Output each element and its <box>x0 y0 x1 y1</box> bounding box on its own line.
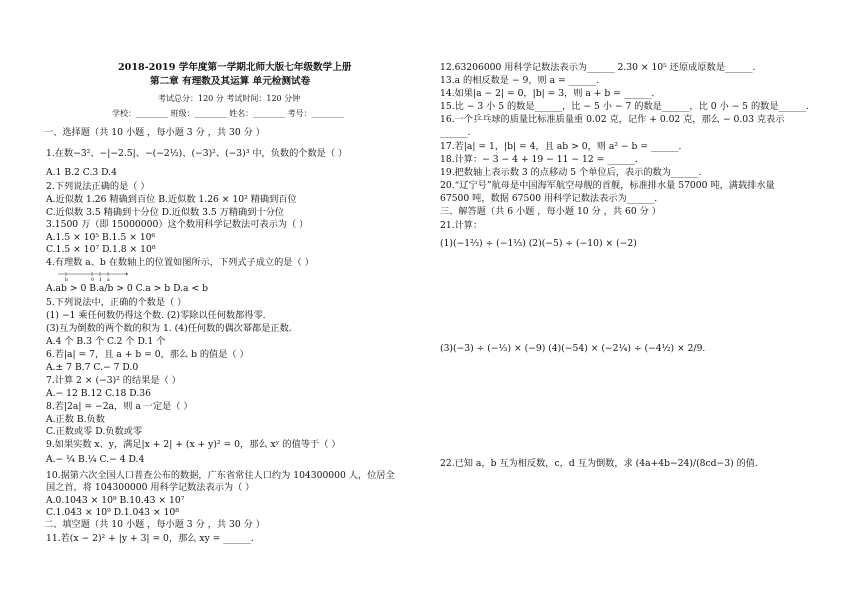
axis-label-a: a <box>107 278 110 281</box>
question-text: 20.“辽宁号”航母是中国海军航空母舰的首舰，标准排水量 57000 吨，满载排水量 <box>440 180 775 191</box>
question-options: A.− ¼ B.¼ C.− 4 D.4 <box>46 454 145 465</box>
question-text: (3)互为倒数的两个数的积为 1. (4)任何数的偶次幂都是正数. <box>46 323 292 334</box>
question-text: 2.下列说法正确的是（ ） <box>46 181 150 192</box>
question-text: 19.把数轴上表示数 3 的点移动 5 个单位后，表示的数为______. <box>440 167 702 178</box>
calc-row: (3)(−3) ÷ (−⅓) × (−9) (4)(−54) × (−2¼) ÷ (−4½) × 2/9. <box>440 343 706 354</box>
question-text: 9.如果实数 x、y，满足|x + 2| + (x + y)² = 0，那么 xʸ 的值等于（ ） <box>46 439 341 450</box>
question-text: 17.若|a| = 1，|b| = 4，且 ab > 0，则 a² − b = ______. <box>440 141 682 152</box>
question-options: A.1 B.2 C.3 D.4 <box>46 167 117 178</box>
question-options: C.1.5 × 10⁷ D.1.8 × 10⁸ <box>46 244 156 255</box>
section-heading: 二、填空题（共 10 小题 ，每小题 3 分 ，共 30 分 ） <box>44 519 265 530</box>
question-text: 1.在数−3²、−|−2.5|、−(−2½)、(−3)²、(−3)³ 中，负数的个数是（ ） <box>46 148 348 159</box>
exam-meta: 考试总分：120 分 考试时间：120 分钟 <box>158 94 301 103</box>
question-text: 3.1500 万（即 15000000）这个数用科学记数法可表示为（ ） <box>46 219 309 230</box>
question-text: 10.据第六次全国人口普查公布的数据，广东省常住人口约为 104300000 人，位居全 <box>46 470 395 481</box>
question-options: C.近似数 3.5 精确到十分位 D.近似数 3.5 万精确到十分位 <box>46 207 284 218</box>
question-options: A.0.1043 × 10⁹ B.10.43 × 10⁷ <box>46 495 185 506</box>
number-line-figure <box>58 271 128 281</box>
question-text: 8.若|2a| = −2a，则 a 一定是（ ） <box>46 401 193 412</box>
question-options: A.4 个 B.3 个 C.2 个 D.1 个 <box>46 336 166 347</box>
question-text: 4.有理数 a、b 在数轴上的位置如图所示，下列式子成立的是（ ） <box>46 257 314 268</box>
question-text: 6.若|a| = 7，且 a + b = 0，那么 b 的值是（ ） <box>46 349 249 360</box>
question-text: (1) −1 乘任何数仍得这个数. (2)零除以任何数都得零. <box>46 310 266 321</box>
question-text: 22.已知 a，b 互为相反数，c，d 互为倒数，求 (4a+4b−24)/(8cd−3) 的值. <box>440 458 758 469</box>
question-text: 国之首，将 104300000 用科学记数法表示为（ ） <box>46 482 255 493</box>
question-text: 18.计算：− 3 − 4 + 19 − 11 − 12 = ______. <box>440 154 638 165</box>
question-text: 13.a 的相反数是 − 9，则 a = ______. <box>440 75 600 86</box>
question-text: 21.计算： <box>440 220 483 231</box>
question-text: 12.63206000 用科学记数法表示为______ 2.30 × 10⁵ 还原成原数是______. <box>440 62 756 73</box>
question-options: A.正数 B.负数 <box>46 414 105 425</box>
question-options: C.正数或零 D.负数或零 <box>46 426 143 437</box>
section-heading: 三、解答题（共 6 小题 ，每小题 10 分 ，共 60 分 ） <box>440 206 661 217</box>
question-text: 14.如果|a − 2| = 0，|b| = 3，则 a + b = ______. <box>440 88 655 99</box>
axis-label-1: 1 <box>99 278 102 281</box>
question-options: A.1.5 × 10⁵ B.1.5 × 10⁶ <box>46 232 156 243</box>
question-text: 15.比 − 3 小 5 的数是______，比 − 5 小 − 7 的数是______，比 0 小 − 5 的数是______. <box>440 101 809 112</box>
student-fields: 学校：________ 班级：________ 姓名：________ 考号：________ <box>112 109 344 118</box>
question-text: ______. <box>440 127 471 138</box>
question-options: A.近似数 1.26 精确到百位 B.近似数 1.26 × 10² 精确到百位 <box>46 194 297 205</box>
question-options: A.− 12 B.12 C.18 D.36 <box>46 388 151 399</box>
question-text: 11.若(x − 2)² + |y + 3| = 0，那么 xy = ______. <box>46 533 254 544</box>
question-text: 16.一个乒乓球的质量比标准质量重 0.02 克，记作 + 0.02 克，那么 − 0.03 克表示 <box>440 114 785 125</box>
question-options: A.ab > 0 B.a/b > 0 C.a > b D.a < b <box>46 283 208 294</box>
section-heading: 一、选择题（共 10 小题 ，每小题 3 分 ，共 30 分 ） <box>44 127 265 138</box>
question-text: 67500 吨，数据 67500 用科学记数法表示为______. <box>440 193 658 204</box>
question-text: 7.计算 2 × (−3)² 的结果是（ ） <box>46 375 181 386</box>
question-options: C.1.043 × 10⁹ D.1.043 × 10⁸ <box>46 507 179 518</box>
axis-label-0: 0 <box>91 278 94 281</box>
question-text: 5.下列说法中，正确的个数是（ ） <box>46 297 187 308</box>
calc-row: (1)(−1⅔) ÷ (−1⅓) (2)(−5) ÷ (−10) × (−2) <box>440 238 637 249</box>
exam-title: 2018-2019 学年度第一学期北师大版七年级数学上册 <box>118 62 352 73</box>
axis-label-b: b <box>65 278 68 281</box>
exam-subtitle: 第二章 有理数及其运算 单元检测试卷 <box>150 76 311 87</box>
question-options: A.± 7 B.7 C.− 7 D.0 <box>46 362 139 373</box>
